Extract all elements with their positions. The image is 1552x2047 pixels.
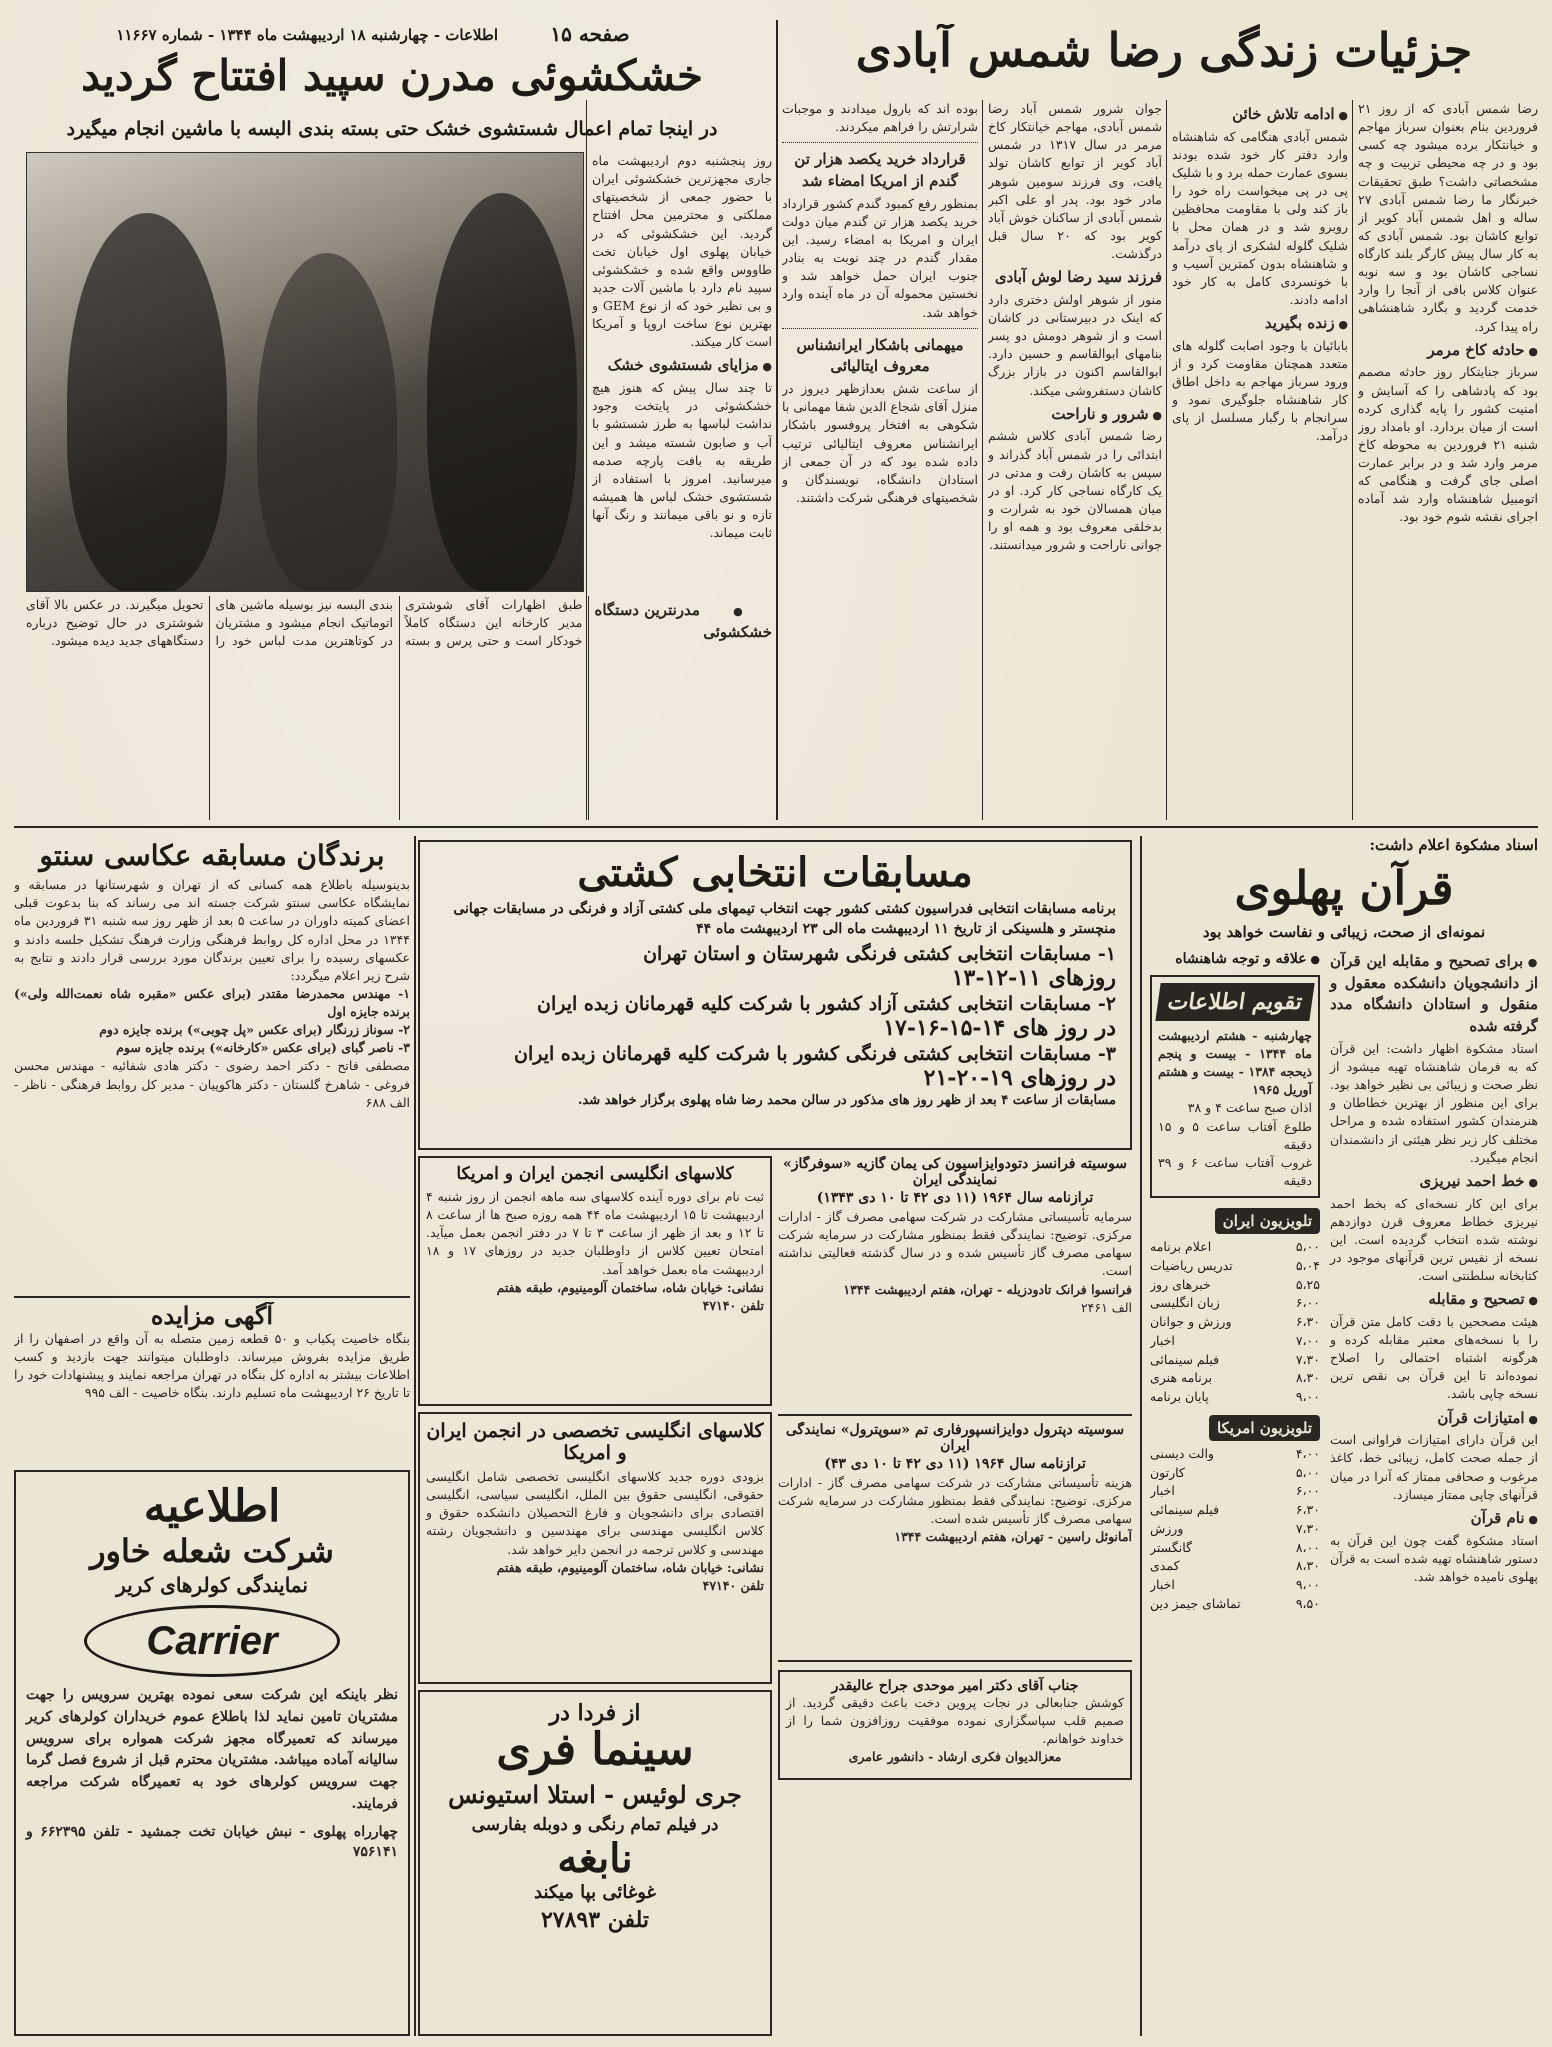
sofregaz-code: الف ۲۴۶۱ (1080, 1299, 1132, 1315)
tv-schedule-time: ۵،۰۴ (1295, 1257, 1320, 1273)
tv-schedule-time: ۸،۰۰ (1295, 1539, 1320, 1555)
tv-schedule-label: اخبار (1150, 1332, 1175, 1348)
tv-schedule-row (1150, 1482, 1320, 1501)
photo-contest-article (14, 840, 410, 1292)
tv-schedule-row (1150, 1332, 1320, 1351)
photo-contest-headline: برندگان مسابقه عکاسی سنتو (39, 840, 385, 872)
tv-america-box (1150, 1415, 1320, 1614)
wrestling-item-1-dates: روزهای ۱۱-۱۲-۱۳ (951, 965, 1116, 992)
tv-schedule-label: خبرهای روز (1150, 1276, 1211, 1292)
tv-schedule-time: ۵،۰۰ (1295, 1239, 1320, 1255)
tv-schedule-label: تدریس ریاضیات (1150, 1257, 1233, 1273)
article-subhead: ● زنده بگیرید (1172, 313, 1348, 335)
carrier-body: نظر باینکه این شرکت سعی نموده بهترین سرویس را جهت مشتریان تامین نماید لذا باطلاع عموم خریداران کولرهای کریر میرساند که تعمیرگاه مجهز شرکت همواره برای سرویس سالیانه آماده میباشد. مشتریان محترم قبل از شروع فصل گرما جهت سرویس کولرهای خود به تعمیرگاه شرکت مراجعه فرمایند. (26, 1687, 398, 1812)
tv-schedule-label: برنامه هنری (1150, 1370, 1213, 1386)
article-subhead: ● مزایای شستشوی خشک (592, 355, 772, 377)
article-paragraph: شمس آبادی هنگامی که شاهنشاه وارد دفتر کار خود شده بودند بسوی عمارت حمله برد و با شلیک پی در پی میخواست راه خود را باز کند ولی با مقاومت محافظین روبرو شد و در همان محل با شلیک گلوله لشکری از پای درآمد و شاهنشاه بدون کمترین آسیب و با خونسردی کامل به کار خود ادامه دادند. (1172, 128, 1348, 307)
tv-schedule-label: اخبار (1150, 1577, 1175, 1593)
tv-schedule-label: فیلم سینمائی (1150, 1351, 1220, 1367)
divider (782, 142, 978, 143)
article-paragraph: استاد مشکوة گفت چون این قرآن به دستور شاهنشاه تهیه شده است به قرآن پهلوی نامیده خواهد شد. (1330, 1532, 1538, 1584)
article-paragraph: رضا شمس آبادی که از روز ۲۱ فروردین بنام بعنوان سرباز مهاجم و خیانتکار برده میشود چه کسی بود و در چه محیطی تربیت و چه مشخصاتی داشت؟ طبق تحقیقات خبرنگار ما رضا شمس آبادی ۲۷ ساله و اهل شمس آباد کویر از توابع کاشان بود. شمس آبادی که به کار سال پیش کارگر بلند کارگاه نساجی کاشان بود و سه نوبه عنوان کلاس بافی از آنجا را وارد خدمت گردید و بگارد شاهنشاهی راه پیدا کرد. (1358, 101, 1538, 334)
wrestling-announcement (418, 840, 1132, 1150)
cinema-pre: از فردا در (549, 1700, 641, 1726)
article-subhead: ● شرور و ناراحت (988, 404, 1162, 426)
tv-schedule-row (1150, 1576, 1320, 1595)
tv-schedule-row (1150, 1464, 1320, 1483)
tv-schedule-row (1150, 1238, 1320, 1257)
tv-schedule-row (1150, 1388, 1320, 1407)
english-classes-body: ثبت نام برای دوره آینده کلاسهای سه ماهه انجمن از روز شنبه ۴ اردیبهشت تا ۱۵ اردیبهشت ماه ۴۴ همه روزه صبح ها از ساعت ۸ تا ۱۲ و بعد از ظهر از ساعت ۳ تا ۷ در دفتر انجمن بعمل میآید. امتحان تعیین کلاس از داوطلبان جدید در روزهای ۱۷ و ۱۸ اردیبهشت ماه بعمل خواهد آمد. (426, 1189, 765, 1277)
tv-schedule-label: پایان برنامه (1150, 1389, 1209, 1405)
wrestling-item-2-dates: در روز های ۱۴-۱۵-۱۶-۱۷ (883, 1015, 1116, 1042)
english-special-ad (418, 1412, 772, 1684)
cinema-tagline: غوغائی بپا میکند (534, 1882, 656, 1904)
english-special-phone: تلفن ۴۷۱۴۰ (702, 1577, 764, 1593)
article-paragraph: منور از شوهر اولش دختری دارد که اینک در دبیرستانی در کاشان است و از شوهر دومش دو پسر بنامهای ابوالقاسم و حسین دارد. ابوالقاسم اکنون در بازار بزرگ کاشان دستفروشی میکند. (988, 291, 1162, 398)
carrier-headline: اطلاعیه (143, 1481, 281, 1532)
tv-schedule-label: اخبار (1150, 1483, 1175, 1499)
masthead-text: اطلاعات - چهارشنبه ۱۸ اردیبهشت ماه ۱۳۴۴ - شماره ۱۱۶۶۷ (116, 26, 498, 44)
article-paragraph: این قرآن دارای امتیازات فراوانی است از جمله صحت کامل، زیبائی خط، کاغذ مرغوب و صحافی ممتاز که آنرا در میان قرآنهای چاپی ممتاز میسازد. (1330, 1432, 1538, 1502)
article-paragraph: بابائیان با وجود اصابت گلوله های متعدد همچنان مقاومت کرد و از ورود سرباز مهاجم به داخل اطاق کار شاهنشاه جلوگیری نمود و سرانجام با رگبار مسلسل از پای درآمد. (1172, 337, 1348, 444)
dryclean-bottom-text (26, 596, 772, 820)
calendar-sunrise: طلوع آفتاب ساعت ۵ و ۱۵ دقیقه (1158, 1118, 1313, 1152)
article-paragraph: بوده اند که بارول میدادند و موجبات شرارتش را فراهم میکردند. (782, 101, 978, 135)
sofregaz-headline: سوسیته فرانسز دتودوایزاسیون کی یمان گازیه «سوفرگاز» نمایندگی ایران (782, 1156, 1128, 1188)
tv-schedule-time: ۷،۳۰ (1295, 1520, 1320, 1536)
photo-contest-body: بدینوسیله باطلاع همه کسانی که از تهران و شهرستانها در مسابقه و نمایشگاه عکاسی سنتو شرکت جسته اند می رساند که بنا بدعوت قبلی اعضای کمیته داوران در ساعت ۵ بعد از ظهر روز سه شنبه ۳۱ فروردین ماه ۱۳۴۴ در محل اداره کل روابط فرهنگی وزارت فرهنگ تشکیل جلسه دادند و عکسهای رسیده را برای تعیین برندگان مورد بررسی قرار دادند و نتایج به شرح زیر اعلام میگردد: (14, 877, 410, 983)
tv-schedule-label: ورزش (1150, 1520, 1184, 1536)
tv-america-schedule (1150, 1445, 1320, 1614)
dryclean-headline: خشکشوئی مدرن سپید افتتاح گردید (81, 52, 703, 100)
column-divider (1166, 100, 1167, 820)
sopetrol-body: هزینه تأسیساتی مشارکت در شرکت سهامی مصرف گاز - ادارات مرکزی. توضیح: نمایندگی فقط بمنظور مشارکت در سرمایه شرکت سهامی مصرف گاز تأسیس شده است. (778, 1475, 1132, 1527)
article-paragraph: جوان شرور شمس آباد رضا شمس آبادی، مهاجم خیانتکار کاخ مرمر در سال ۱۳۱۷ در شمس آباد کویر از توابع کاشان تولد یافت، وی فرزند سومین شوهر مادر خود بود. پدر او علی اکبر شمس آبادی از ساکنان خوش آباد کویر بود که ۲۰ سال قبل درگذشت. (988, 101, 1162, 261)
wheat-headline: قرارداد خرید یکصد هزار تن گندم از امریکا امضاء شد (794, 150, 966, 190)
shams-abadi-column-2 (1172, 100, 1348, 820)
article-subhead: ● خط احمد نیریزی (1330, 1171, 1538, 1193)
quran-column-right (1330, 947, 1538, 1614)
article-subhead: ● نام قرآن (1330, 1508, 1538, 1530)
tv-schedule-label: کارتون (1150, 1464, 1185, 1480)
cinema-name: سینما فری (496, 1724, 694, 1775)
tv-schedule-label: کمدی (1150, 1558, 1180, 1574)
carrier-company: شرکت شعله خاور (90, 1531, 334, 1570)
article-paragraph: بمنظور رفع کمبود گندم کشور قرارداد خرید یکصد هزار تن گندم میان دولت ایران و امریکا به امضاء رسید. این مقدار گندم در چند نوبت به بنادر جنوب ایران حمل خواهد شد و نخستین محموله آن در ماه آینده وارد خواهد شد. (782, 195, 978, 320)
quran-subhead: نمونه‌ای از صحت، زیبائی و نفاست خواهد بود (1202, 922, 1486, 941)
quran-headline: قرآن پهلوی (1234, 861, 1454, 915)
article-paragraph: سرباز جنایتکار روز حادثه مصمم بود که پادشاهی را که آسایش و امنیت کشور را پایه گذاری کرده است از میان بردارد. او بامداد روز شنبه ۲۱ فروردین به محوطه کاخ مرمر وارد شد و در برابر عمارت اصلی جای گرفت و هنگامی که اتومبیل شاهنشاه وارد شد آماده اجرای نقشه شوم خود بود. (1358, 364, 1538, 525)
tv-schedule-row (1150, 1595, 1320, 1614)
english-classes-address: نشانی: خیابان شاه، ساختمان آلومینیوم، طبقه هفتم (496, 1279, 764, 1295)
article-paragraph: تا چند سال پیش که هنوز هیچ خشکشوئی در پایتخت وجود نداشت لباسها به طرز شستشو با آب و صابون شسته میشد و این طریقه به بافت پارچه صدمه میرسانید. امروز با استفاده از شستشوی خشک لباس ها همیشه تازه و نو باقی میمانند و رنگ آنها ثابت میماند. (592, 380, 772, 541)
tv-schedule-label: گانگستر (1150, 1539, 1192, 1555)
thanks-body: کوشش جنابعالی در نجات پروین دخت باعث دقیقی گردید. از صمیم قلب سپاسگزاری نموده موفقیت روزافزون شما را از خداوند خواهانم. (786, 1695, 1124, 1747)
tv-iran-logo: تلویزیون ایران (1215, 1208, 1320, 1234)
wrestling-intro: برنامه مسابقات انتخابی فدراسیون کشتی کشور جهت انتخاب تیمهای ملی کشتی آزاد و فرنگی در مسابقات جهانی منچستر و هلسینکی از تاریخ ۱۱ اردیبهشت ماه الی ۲۳ اردیبهشت ماه ۴۴ (453, 901, 1116, 937)
tv-schedule-row (1150, 1276, 1320, 1295)
article-paragraph: استاد مشکوة اظهار داشت: این قرآن که به فرمان شاهنشاه تهیه میشود از نظر صحت و زیبائی بی نظیر خواهد بود. برای این منظور از بهترین خطاطان و هنرمندان کشور استفاده شده و مراحل مختلف کار زیر نظر هیئتی از دانشمندان انجام میگیرد. (1330, 1040, 1538, 1165)
tv-schedule-label: والت دیسنی (1150, 1445, 1214, 1461)
quran-preline: اسناد مشکوة اعلام داشت: (1369, 836, 1538, 854)
photo-figure (67, 213, 227, 592)
tv-schedule-row (1150, 1351, 1320, 1370)
dryclean-column-right (592, 152, 772, 592)
thanks-sign: معزالدیوان فکری ارشاد - دانشور عامری (848, 1749, 1062, 1765)
tv-schedule-time: ۸،۳۰ (1295, 1558, 1320, 1574)
tv-schedule-time: ۵،۲۵ (1295, 1276, 1320, 1292)
tv-schedule-label: زبان انگلیسی (1150, 1295, 1220, 1311)
tv-schedule-row (1150, 1539, 1320, 1558)
tv-schedule-time: ۶،۳۰ (1295, 1314, 1320, 1330)
calendar-title: تقویم اطلاعات (1155, 983, 1314, 1021)
calendar-box (1150, 975, 1320, 1198)
tv-schedule-time: ۹،۰۰ (1295, 1577, 1320, 1593)
wrestling-item-3: ۳- مسابقات انتخابی کشتی فرنگی کشور با شرکت کلیه قهرمانان زبده ایران (513, 1043, 1116, 1066)
thanks-headline: جناب آقای دکتر امیر موحدی جراح عالیقدر (831, 1678, 1079, 1694)
article-subhead: فرزند سید رضا لوش آبادی (994, 268, 1162, 287)
english-special-headline: کلاسهای انگلیسی تخصصی در انجمن ایران و امریکا (426, 1420, 764, 1464)
tv-schedule-time: ۷،۳۰ (1295, 1351, 1320, 1367)
tv-schedule-time: ۶،۰۰ (1295, 1483, 1320, 1499)
wrestling-item-1: ۱- مسابقات انتخابی کشتی فرنگی شهرستان و استان تهران (643, 943, 1116, 966)
english-special-address: نشانی: خیابان شاه، ساختمان آلومینیوم، طبقه هفتم (496, 1559, 764, 1575)
article-paragraph: رضا شمس آبادی کلاس ششم ابتدائی را در شمس آباد گذراند و سپس به کاشان رفت و مدتی در یک کارگاه نساجی کار کرد. او در میان همسالان خود به شرارت و بدخلقی معروف بود و همه او را جوانی ناراحت و شرور میدانستند. (988, 428, 1162, 553)
tv-schedule-time: ۶،۳۰ (1295, 1502, 1320, 1518)
tv-schedule-time: ۹،۵۰ (1295, 1595, 1320, 1611)
masthead (18, 26, 498, 48)
tv-schedule-label: تماشای جیمز دین (1150, 1595, 1241, 1611)
tv-schedule-row (1150, 1313, 1320, 1332)
cinema-title: نابغه (557, 1835, 633, 1883)
tv-schedule-row (1150, 1445, 1320, 1464)
tv-schedule-time: ۹،۰۰ (1295, 1389, 1320, 1405)
tv-schedule-label: فیلم سینمائی (1150, 1502, 1220, 1518)
tv-schedule-row (1150, 1369, 1320, 1388)
page-number: صفحه ۱۵ (550, 22, 630, 46)
photo-contest-winner-2: ۲- سوناز زرنگار (برای عکس «پل چوبی») برنده جایزه دوم (99, 1022, 410, 1038)
cinema-stars: جری لوئیس - استلا استیونس (448, 1780, 742, 1810)
photo-contest-judges: مصطفی فاتح - دکتر احمد رضوی - دکتر هادی شفائیه - مهندس محسن فروغی - شاهرخ گلستان - دکتر هاکوپیان - مدیر کل روابط فرهنگی - ناظر - الف ۶۸۸ (14, 1058, 410, 1110)
english-classes-headline: کلاسهای انگلیسی انجمن ایران و امریکا (456, 1164, 734, 1184)
cinema-ad (418, 1690, 772, 2036)
carrier-address: چهارراه پهلوی - نبش خیابان تخت جمشید - تلفن ۶۶۲۳۹۵ و ۷۵۶۱۴۱ (26, 1823, 398, 1860)
article-paragraph: برای این کار نسخه‌ای که بخط احمد نیریزی خطاط معروف قرن دوازدهم نوشته شده انتخاب گردیده است. این نسخه از نفیس ترین قرآنهای موجود در کتابخانه سلطنتی است. (1330, 1195, 1538, 1284)
thanks-notice (778, 1670, 1132, 1780)
tv-iran-box (1150, 1208, 1320, 1407)
section-divider (14, 1296, 410, 1298)
tv-schedule-time: ۵،۰۰ (1295, 1464, 1320, 1480)
sopetrol-sign: آمانوئل راسین - تهران، هفتم اردیبهشت ۱۳۴۴ (894, 1529, 1132, 1545)
tv-schedule-row (1150, 1501, 1320, 1520)
shams-abadi-headline: جزئیات زندگی رضا شمس آبادی (855, 24, 1473, 77)
article-subhead: ● ادامه تلاش خائن (1172, 104, 1348, 126)
article-paragraph: طبق اظهارات آقای شوشتری مدیر کارخانه این دستگاه کاملاً خودکار است و حتی پرس و بسته بندی البسه نیز بوسیله ماشین های اتوماتیک انجام میشود و مشتریان در کوتاهترین مدت لباس خود را تحویل میگیرند. در عکس بالا آقای شوشتری در حال توضیح درباره دستگاههای جدید دیده میشود. (26, 597, 583, 649)
tv-schedule-time: ۶،۰۰ (1295, 1295, 1320, 1311)
wrestling-item-3-dates: در روزهای ۱۹-۲۰-۲۱ (923, 1065, 1116, 1092)
photo-figure (427, 193, 577, 592)
column-divider (414, 836, 416, 2036)
tv-iran-schedule (1150, 1238, 1320, 1407)
column-divider (1352, 100, 1353, 820)
auction-body: بنگاه خاصیت پکباب و ۵۰ قطعه زمین متصله به آن واقع در اصفهان را از طریق مزایده بفروش میرساند. داوطلبان میتوانند جهت بازدید و کسب اطلاعات بیشتر به اداره کل بنگاه در تهران مراجعه نمایند و پیشنهادات خود را تا تاریخ ۲۶ اردیبهشت ماه تسلیم دارند. بنگاه خاصیت - الف ۹۹۵ (14, 1330, 410, 1400)
tv-schedule-time: ۴،۰۰ (1295, 1445, 1320, 1461)
column-divider (1140, 836, 1142, 2036)
sopetrol-subhead: ترازنامه سال ۱۹۶۴ (۱۱ دی ۴۲ تا ۱۰ دی ۴۳) (824, 1456, 1086, 1472)
article-paragraph: از ساعت شش بعدازظهر دیروز در منزل آقای شجاع الدین شفا مهمانی با شکوهی به افتخار پروفسور باشکار ایرانشناس معروف ایتالیائی ترتیب داده شده بود که در آن جمعی از استادان دانشگاه، نویسندگان و شخصیتهای فرهنگی شرکت داشتند. (782, 381, 978, 505)
english-classes-ad (418, 1156, 772, 1406)
auction-notice (14, 1302, 410, 1462)
center-column (782, 100, 978, 820)
bausani-headline: میهمانی باشکار ایرانشناس معروف ایتالیائی (796, 335, 964, 376)
tv-schedule-row (1150, 1520, 1320, 1539)
quran-columns (1150, 947, 1538, 1614)
calendar-sunset: غروب آفتاب ساعت ۶ و ۳۹ دقیقه (1158, 1154, 1312, 1188)
wrestling-headline: مسابقات انتخابی کشتی (577, 849, 973, 896)
carrier-sub: نمایندگی کولرهای کریر (116, 1573, 308, 1598)
article-subhead: ● مدرنترین دستگاه خشکشوئی (595, 600, 773, 644)
english-classes-phone: تلفن ۴۷۱۴۰ (702, 1297, 764, 1313)
tv-schedule-row (1150, 1294, 1320, 1313)
article-paragraph: هیئت مصححین با دقت کامل متن قرآن را با نسخه‌های معتبر مقابله کرده و هرگونه اشتباه احتمالی را اصلاح نموده‌اند تا این قرآن بی نقص ترین نسخه چاپی باشد. (1330, 1313, 1538, 1402)
calendar-azan: اذان صبح ساعت ۴ و ۳۸ (1187, 1100, 1312, 1116)
cinema-phone: تلفن ۲۷۸۹۳ (540, 1907, 650, 1934)
sopetrol-headline: سوسیته دپترول دوایزانسپورفاری تم «سوپترول» نمایندگی ایران (785, 1422, 1125, 1454)
tv-schedule-row (1150, 1257, 1320, 1276)
wrestling-item-2: ۲- مسابقات انتخابی کشتی آزاد کشور با شرکت کلیه قهرمانان زبده ایران (536, 993, 1116, 1016)
tv-schedule-time: ۸،۳۰ (1295, 1370, 1320, 1386)
sofregaz-notice (778, 1156, 1132, 1416)
column-divider (776, 20, 778, 820)
sopetrol-notice (778, 1422, 1132, 1662)
quran-column-left (1150, 947, 1320, 1614)
article-paragraph: روز پنجشنبه دوم اردیبهشت ماه جاری مجهزترین خشکشوئی ایران با حضور جمعی از شخصیتهای مملکتی و محترمین محل افتتاح گردید. این خشکشوئی که در خیابان پهلوی اول خیابان تخت طاووس واقع شده و خشکشوئی سپید نام دارد با ماشین آلات جدید و بی نظیر خود که از نوع GEM و بهترین نوع ساخت اروپا و آمریکا است کار میکند. (592, 153, 772, 350)
shams-abadi-column-1 (1358, 100, 1538, 820)
cinema-desc: در فیلم تمام رنگی و دوبله بفارسی (471, 1815, 719, 1836)
wrestling-footer: مسابقات از ساعت ۴ بعد از ظهر روز های مذکور در سالن محمد رضا شاه پهلوی برگزار خواهد شد. (577, 1093, 1116, 1109)
dryclean-subhead: در اینجا تمام اعمال شستشوی خشک حتی بسته بندی البسه با ماشین انجام میگیرد (66, 118, 718, 140)
tv-schedule-time: ۷،۰۰ (1295, 1332, 1320, 1348)
divider (782, 328, 978, 329)
carrier-ad (14, 1470, 410, 2036)
calendar-date: چهارشنبه - هشتم اردیبهشت ماه ۱۳۴۴ - بیست و پنجم ذیحجه ۱۳۸۴ - بیست و هشتم آوریل ۱۹۶۵ (1158, 1027, 1312, 1098)
article-subhead: ● تصحیح و مقابله (1330, 1289, 1538, 1311)
auction-headline: آگهی مزایده (150, 1302, 274, 1330)
english-special-body: بزودی دوره جدید کلاسهای انگلیسی تخصصی شامل انگلیسی حقوقی، انگلیسی حقوق بین الملل، انگلیسی سیاسی، انگلیسی اقتصادی برای دانشجویان و فارغ التحصیلان دانشکده حقوق و کلاس انگلیسی مهندسی برای مهندسین و دانشجویان رشته مهندسی و کلاس ترجمه در انجمن دایر خواهد شد. (426, 1469, 764, 1557)
article-subhead: ● حادثه کاخ مرمر (1358, 340, 1538, 362)
article-subhead: ● برای تصحیح و مقابله این قرآن از دانشجویان دانشکده معقول و منقول و استادان دانشگاه مدد گرفته شده (1330, 951, 1538, 1038)
photo-figure (257, 253, 397, 592)
article-subhead: ● علاقه و توجه شاهنشاه (1150, 951, 1320, 967)
column-divider (982, 100, 983, 820)
tv-schedule-label: اعلام برنامه (1150, 1239, 1212, 1255)
tv-schedule-row (1150, 1557, 1320, 1576)
sofregaz-sign: فرانسوا فرانک تادودزیله - تهران، هفتم اردیبهشت ۱۳۴۴ (843, 1281, 1132, 1297)
dryclean-photo (26, 152, 584, 592)
article-subhead: ● امتیازات قرآن (1330, 1408, 1538, 1430)
section-divider (14, 826, 1538, 828)
photo-contest-winner-1: ۱- مهندس محمدرضا مقتدر (برای عکس «مقبره شاه نعمت‌الله ولی») برنده جایزه اول (14, 985, 410, 1020)
quran-article (1150, 836, 1538, 2036)
tv-schedule-label: ورزش و جوانان (1150, 1314, 1232, 1330)
sofregaz-subhead: ترازنامه سال ۱۹۶۴ (۱۱ دی ۴۲ تا ۱۰ دی ۱۳۴۳) (816, 1190, 1094, 1206)
shams-abadi-column-3 (988, 100, 1162, 820)
tv-america-logo: تلویزیون امریکا (1209, 1415, 1320, 1441)
carrier-logo: Carrier (84, 1605, 340, 1677)
photo-contest-winner-3: ۳- ناصر گبای (برای عکس «کارخانه») برنده جایزه سوم (116, 1040, 410, 1056)
sofregaz-body: سرمایه تأسیساتی مشارکت در شرکت سهامی مصرف گاز - ادارات مرکزی. توضیح: نمایندگی فقط بمنظور مشارکت در سرمایه شرکت سهامی مصرف گاز تأسیس شده و در سال گذشته فعالیتی نداشته است. (778, 1209, 1132, 1279)
